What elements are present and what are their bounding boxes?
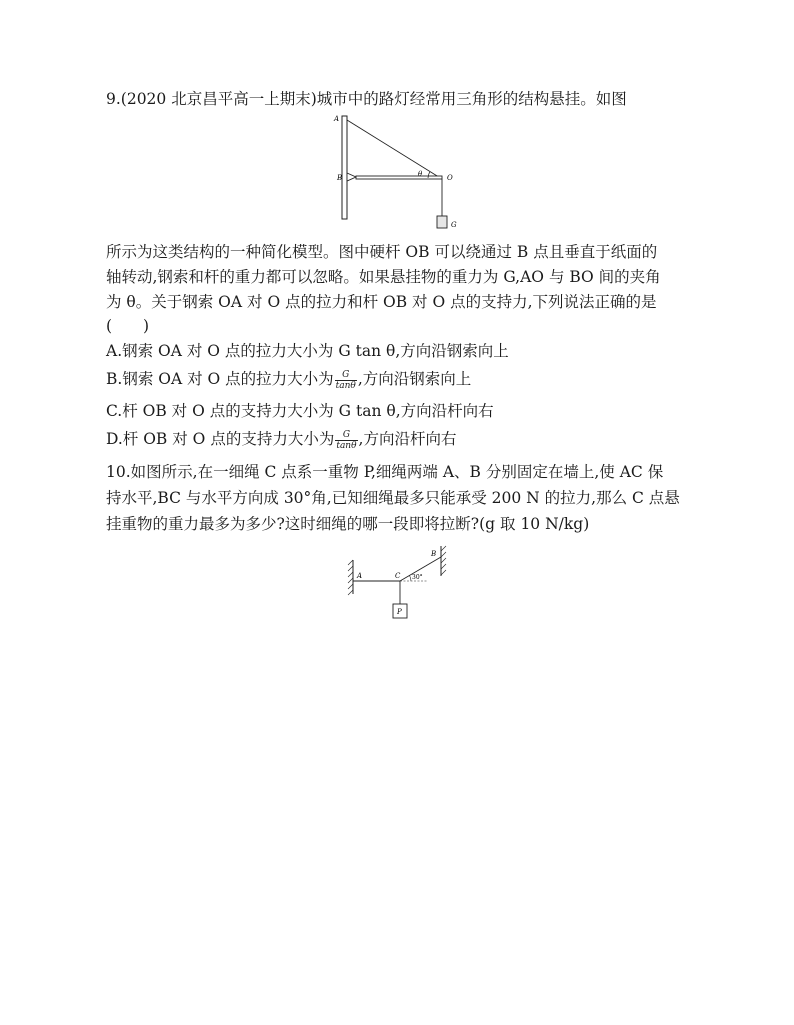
- fraction-denominator: tanθ: [336, 440, 357, 451]
- q10-label-p: P: [397, 608, 402, 616]
- q9-option-a: A.钢索 OA 对 O 点的拉力大小为 G tan θ,方向沿钢索向上: [106, 342, 509, 360]
- q9-stem-line-3: 轴转动,钢索和杆的重力都可以忽略。如果悬挂物的重力为 G,AO 与 BO 间的夹角: [106, 268, 661, 286]
- q9-option-b-direction: ,方向沿钢索向上: [357, 370, 472, 388]
- fraction-numerator: G: [335, 370, 357, 381]
- q10-angle-arc: [410, 576, 412, 582]
- q10-label-a: A: [357, 572, 363, 580]
- q9-bracket-b: [347, 173, 356, 181]
- q9-option-c: C.杆 OB 对 O 点的支持力大小为 G tan θ,方向沿杆向右: [106, 402, 494, 420]
- q10-label-angle: 30°: [412, 574, 423, 581]
- q9-cable-ao: [347, 120, 442, 179]
- q9-rod-bo: [356, 176, 442, 179]
- fraction-numerator: G: [335, 430, 357, 441]
- q10-stem-line-3: 挂重物的重力最多为多少?这时细绳的哪一段即将拉断?(g 取 10 N/kg): [106, 515, 590, 533]
- q10-label-c: C: [395, 572, 401, 580]
- q10-label-b: B: [431, 550, 437, 558]
- q9-option-d-text: D.杆 OB 对 O 点的支持力大小为: [106, 430, 335, 448]
- q10-stem-line-2: 持水平,BC 与水平方向成 30°角,已知细绳最多只能承受 200 N 的拉力,那么 C 点悬: [106, 489, 680, 507]
- q9-stem-line-1: 9.(2020 北京昌平高一上期末)城市中的路灯经常用三角形的结构悬挂。如图: [106, 90, 627, 108]
- q9-label-o: O: [447, 174, 453, 182]
- q10-stem-line-1: 10.如图所示,在一细绳 C 点系一重物 P,细绳两端 A、B 分别固定在墙上,使 AC 保: [106, 463, 664, 481]
- q9-option-b-fraction: [335, 370, 357, 391]
- q9-option-b: [106, 368, 696, 391]
- q9-label-a: A: [334, 115, 340, 123]
- q9-option-d: [106, 428, 696, 451]
- q9-option-b-text: B.钢索 OA 对 O 点的拉力大小为: [106, 370, 334, 388]
- q9-wall: [342, 116, 347, 219]
- q10-rope-figure: [345, 544, 453, 624]
- q9-answer-bracket: ( ): [106, 317, 150, 335]
- q9-label-g: G: [451, 221, 457, 229]
- q9-streetlight-figure: [330, 112, 470, 234]
- q9-label-b: B: [337, 174, 343, 182]
- q9-stem-line-2: 所示为这类结构的一种简化模型。图中硬杆 OB 可以绕通过 B 点且垂直于纸面的: [106, 243, 658, 261]
- q9-option-d-fraction: [335, 430, 357, 451]
- q9-label-theta: θ: [418, 170, 423, 178]
- q9-weight-g: [437, 216, 447, 228]
- q9-option-d-direction: ,方向沿杆向右: [358, 430, 457, 448]
- q9-stem-line-4: 为 θ。关于钢索 OA 对 O 点的拉力和杆 OB 对 O 点的支持力,下列说法正确的是: [106, 293, 657, 311]
- fraction-denominator: tanθ: [335, 380, 356, 391]
